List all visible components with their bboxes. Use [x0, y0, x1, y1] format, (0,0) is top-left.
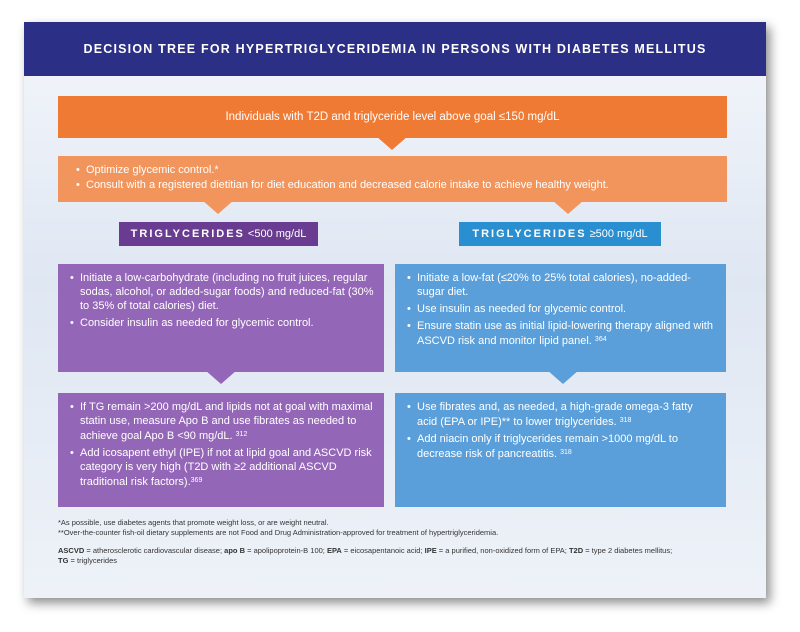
recommendation-text: Use fibrates and, as needed, a high-grade omega-3 fatty acid (EPA or IPE)** to lower triglycerides. [417, 401, 693, 428]
reference-number: 364 [594, 336, 607, 343]
abbr-term: ASCVD [58, 546, 85, 555]
recommendation-item [417, 319, 716, 348]
right-followup-box [395, 393, 726, 507]
reference-number: 318 [560, 449, 572, 456]
abbr-def: atherosclerotic cardiovascular disease [92, 546, 220, 555]
abbr-def: eicosapentanoic acid [350, 546, 421, 555]
recommendation-item [417, 432, 716, 461]
branch-arrow-left [202, 200, 234, 214]
abbr-term: TG [58, 556, 69, 565]
right-initial-therapy-box [395, 264, 726, 372]
recommendation-text: If TG remain >200 mg/dL and lipids not at goal with maximal statin use, measure Apo B and use fibrates as needed to achieve goal Apo B <90 mg/dL. [80, 401, 373, 442]
abbr-def: a purified, non-oxidized form of EPA [445, 546, 565, 555]
recommendation-item [417, 400, 716, 429]
tg-label-value: ≥500 mg/dL [589, 228, 648, 240]
recommendation-item [80, 271, 374, 313]
right-flow-arrow [547, 370, 579, 384]
abbr-term: T2D [568, 546, 584, 555]
recommendation-text: Add niacin only if triglycerides remain >1000 mg/dL to decrease risk of pancreatitis. [417, 433, 678, 460]
footnotes [58, 518, 738, 566]
tg-label-caption: TRIGLYCERIDES [472, 228, 587, 240]
branch-arrow-right [552, 200, 584, 214]
left-followup-box [58, 393, 384, 507]
recommendation-text: Initiate a low-fat (≤20% to 25% total calories), no-added-sugar diet. [417, 272, 691, 298]
recommendation-item [417, 302, 716, 316]
recommendation-item [80, 400, 374, 443]
recommendation-text: Consider insulin as needed for glycemic control. [80, 317, 314, 329]
abbreviations: ASCVD = atherosclerotic cardiovascular disease; apo B = apolipoprotein-B 100; EPA = eicosapentanoic acid; IPE = a purified, non-oxidized form of EPA; T2D = type 2 diabetes mellitus; TG = triglycerides [58, 546, 673, 565]
start-node-text: Individuals with T2D and triglyceride level above goal ≤150 mg/dL [225, 111, 560, 123]
abbr-def: type 2 diabetes mellitus [591, 546, 671, 555]
abbr-term: apo B [224, 546, 245, 555]
abbr-def: triglycerides [76, 556, 117, 565]
abbr-def: apolipoprotein-B 100 [253, 546, 323, 555]
general-item: • Optimize glycemic control.* [86, 163, 727, 178]
abbr-term: EPA [326, 546, 342, 555]
reference-number: 312 [235, 431, 248, 438]
reference-number: 369 [190, 477, 203, 484]
recommendation-item [80, 316, 374, 330]
abbr-term: IPE [424, 546, 437, 555]
recommendation-text: Add icosapent ethyl (IPE) if not at lipid goal and ASCVD risk category is very high (T2D with ≥2 additional ASCVD traditional risk factors). [80, 447, 372, 488]
recommendation-item [80, 446, 374, 489]
footnote: **Over-the-counter fish-oil dietary supplements are not Food and Drug Administration-approved for treatment of hypertriglyceridemia. [58, 528, 499, 537]
recommendation-text: Initiate a low-carbohydrate (including no fruit juices, regular sodas, alcohol, or added-sugar foods) and reduced-fat (30% to 35% of total calories) diet. [80, 272, 374, 312]
general-item: • Consult with a registered dietitian for diet education and decreased calorie intake to achieve healthy weight. [86, 178, 727, 193]
recommendation-text: Use insulin as needed for glycemic control. [417, 303, 627, 315]
reference-number: 318 [619, 417, 632, 424]
left-initial-therapy-box [58, 264, 384, 372]
recommendation-text: Ensure statin use as initial lipid-lowering therapy aligned with ASCVD risk and monitor lipid panel. [417, 320, 713, 347]
tg-below-500-label [119, 222, 318, 246]
start-node-arrow [376, 136, 408, 150]
infographic-card [24, 22, 766, 598]
recommendation-item [417, 271, 716, 299]
page-title: DECISION TREE FOR HYPERTRIGLYCERIDEMIA IN PERSONS WITH DIABETES MELLITUS [83, 42, 707, 56]
tg-label-value: <500 mg/dL [247, 228, 307, 240]
footnote: *As possible, use diabetes agents that promote weight loss, or are weight neutral. [58, 518, 329, 527]
title-bar [24, 22, 766, 76]
tg-above-500-label [459, 222, 661, 246]
left-flow-arrow [205, 370, 237, 384]
start-node [58, 96, 727, 138]
tg-label-caption: TRIGLYCERIDES [130, 228, 245, 240]
general-recommendations-node [58, 156, 727, 202]
